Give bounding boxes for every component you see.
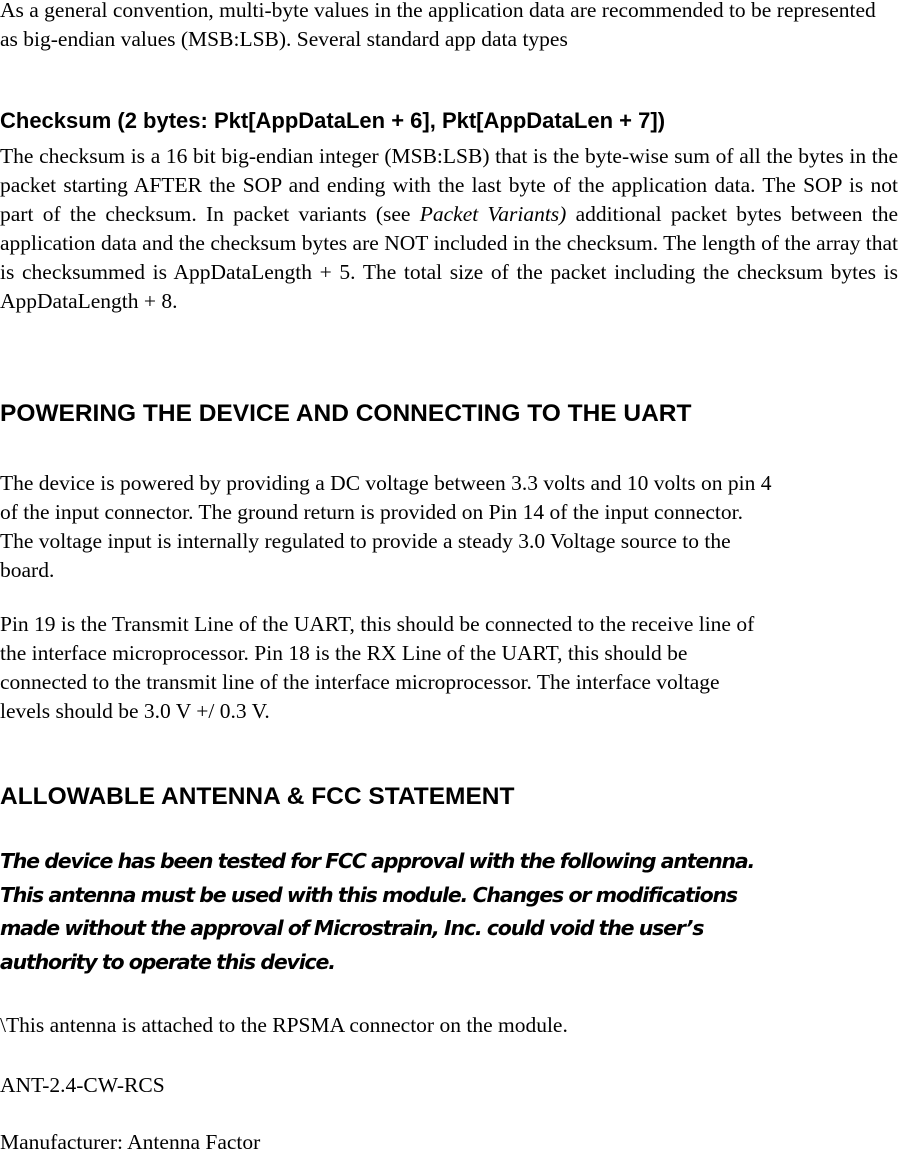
checksum-body-part1: The checksum is a 16 bit big-endian integer (MSB:LSB) that is the byte-wise sum of all the bytes in the packet starting AFTER the SOP and ending with the last byte of the application data. The SOP is not part of the checksum. In packet variants (see (0, 144, 898, 226)
fcc-line: authority to operate this device. (0, 949, 335, 974)
fcc-statement (0, 845, 898, 979)
fcc-line: This antenna must be used with this module. Changes or modifications (0, 882, 737, 907)
checksum-body-part2: additional packet bytes between the application data and the checksum bytes are NOT included in the checksum. The length of the array that is checksummed is AppDataLength + 5. The total size of the packet including the checksum bytes is AppDataLength + 8. (0, 202, 898, 313)
packet-variants-reference: Packet Variants) (419, 202, 567, 226)
checksum-heading: Checksum (2 bytes: Pkt[AppDataLen + 6], Pkt[AppDataLen + 7]) (0, 108, 666, 133)
powering-p2-line: Pin 19 is the Transmit Line of the UART, this should be connected to the receive line of (0, 612, 755, 636)
powering-heading: POWERING THE DEVICE AND CONNECTING TO THE UART (0, 400, 692, 427)
powering-p2-line: connected to the transmit line of the interface microprocessor. The interface voltage (0, 670, 720, 694)
fcc-line: The device has been tested for FCC approval with the following antenna. (0, 849, 755, 873)
antenna-heading: ALLOWABLE ANTENNA & FCC STATEMENT (0, 783, 515, 810)
powering-paragraph-2 (0, 610, 898, 726)
antenna-attached-note: \This antenna is attached to the RPSMA connector on the module. (0, 1013, 568, 1037)
intro-paragraph (0, 0, 898, 54)
intro-text: As a general convention, multi-byte values in the application data are recommended to be represented as big-endian values (MSB:LSB). Several standard app data types (0, 0, 876, 51)
powering-p1-line: of the input connector. The ground return is provided on Pin 14 of the input connector. (0, 500, 743, 524)
powering-p2-line: the interface microprocessor. Pin 18 is the RX Line of the UART, this should be (0, 641, 688, 665)
fcc-line: made without the approval of Microstrain, Inc. could void the user’s (0, 916, 704, 940)
powering-p1-line: board. (0, 558, 55, 582)
powering-p1-line: The device is powered by providing a DC voltage between 3.3 volts and 10 volts on pin 4 (0, 471, 772, 495)
antenna-manufacturer: Manufacturer: Antenna Factor (0, 1130, 261, 1154)
antenna-part-number: ANT-2.4-CW-RCS (0, 1073, 165, 1097)
powering-p2-line: levels should be 3.0 V +/ 0.3 V. (0, 699, 270, 723)
checksum-body (0, 142, 898, 316)
powering-p1-line: The voltage input is internally regulated to provide a steady 3.0 Voltage source to the (0, 529, 731, 553)
powering-paragraph-1 (0, 469, 898, 585)
checksum-paragraph (0, 142, 898, 316)
